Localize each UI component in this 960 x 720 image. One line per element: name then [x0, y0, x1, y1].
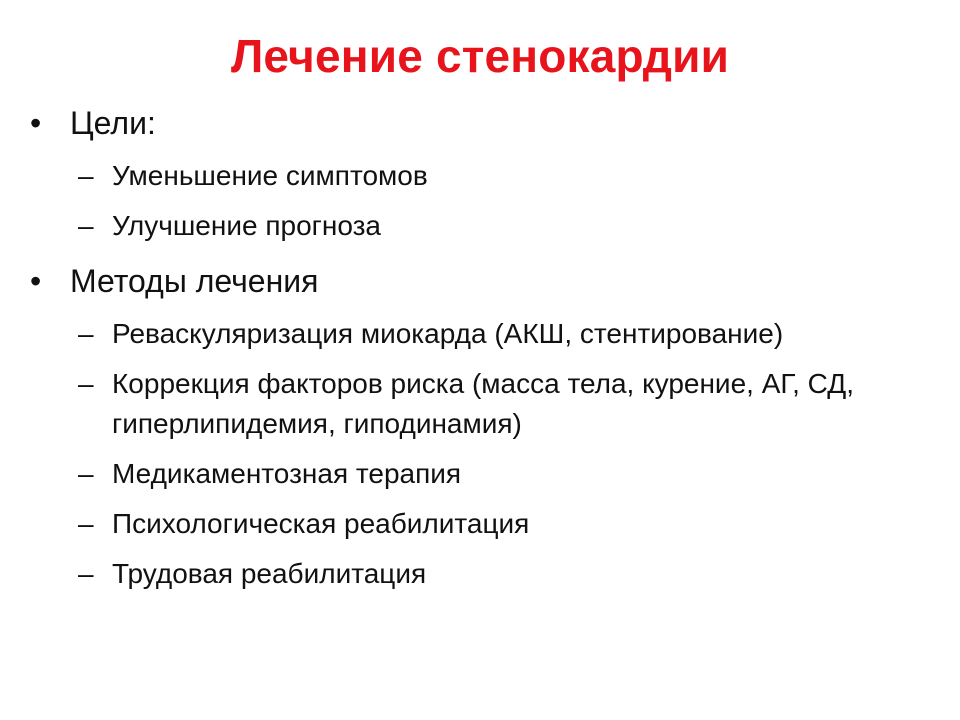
subitem-label: Трудовая реабилитация: [112, 558, 427, 589]
dash-icon: –: [78, 508, 94, 539]
bullet-goals: [30, 100, 940, 146]
dash-icon: –: [78, 160, 94, 191]
subitem-improve-prognosis: [30, 206, 922, 246]
subitem-risk-correction: [30, 364, 922, 444]
slide-content: [30, 100, 940, 594]
bullet-icon: •: [30, 263, 42, 299]
dash-icon: –: [78, 318, 94, 349]
subitem-revascularization: [30, 314, 922, 354]
subitem-label: Реваскуляризация миокарда (АКШ, стентирование): [112, 318, 784, 349]
dash-icon: –: [78, 210, 94, 241]
subitem-label: Медикаментозная терапия: [112, 458, 462, 489]
slide-title: Лечение стенокардии: [230, 30, 730, 82]
bullet-methods-label: Методы лечения: [70, 263, 319, 299]
subitem-label: Уменьшение симптомов: [112, 160, 428, 191]
bullet-icon: •: [30, 105, 42, 141]
dash-icon: –: [78, 558, 94, 589]
subitem-drug-therapy: [30, 454, 922, 494]
subitem-reduce-symptoms: [30, 156, 922, 196]
dash-icon: –: [78, 458, 94, 489]
subitem-psych-rehab: [30, 504, 922, 544]
subitem-label: Улучшение прогноза: [112, 210, 381, 241]
subitem-label: Коррекция факторов риска (масса тела, курение, АГ, СД, гиперлипидемия, гиподинамия): [112, 368, 855, 439]
subitem-label: Психологическая реабилитация: [112, 508, 530, 539]
bullet-goals-label: Цели:: [70, 105, 156, 141]
bullet-methods: [30, 258, 940, 304]
subitem-work-rehab: [30, 554, 922, 594]
dash-icon: –: [78, 368, 94, 399]
